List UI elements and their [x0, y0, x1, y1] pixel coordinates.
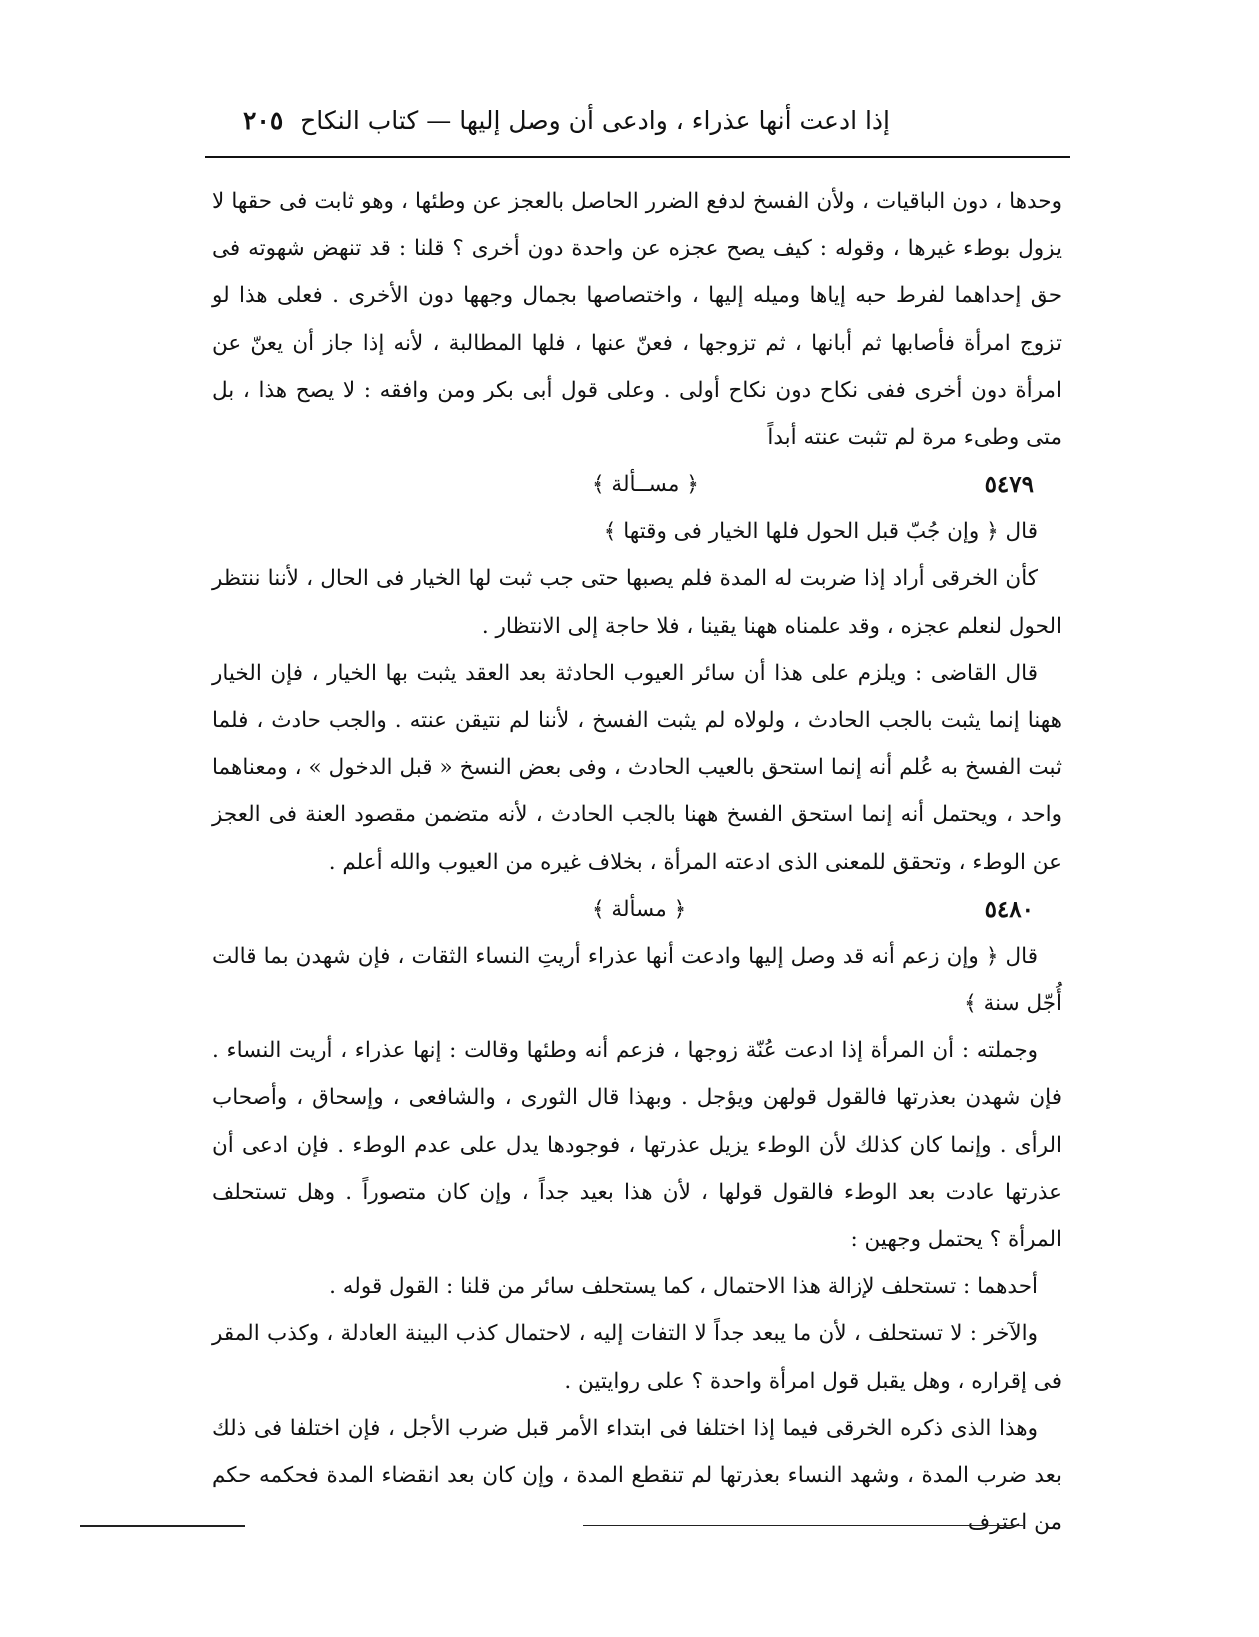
footnote-divider-left	[80, 1525, 245, 1527]
paragraph: أحدهما : تستحلف لإزالة هذا الاحتمال ، كما يستحلف سائر من قلنا : القول قوله .	[329, 1274, 1038, 1300]
footnote-divider-right	[583, 1525, 1023, 1526]
paragraph: والآخر : لا تستحلف ، لأن ما يبعد جداً لا التفات إليه ، لاحتمال كذب البينة العادلة ، وكذب المقر فى إقراره ، وهل يقبل قول امرأة واحدة ؟ على روايتين .	[212, 1321, 1062, 1394]
running-title: إذا ادعت أنها عذراء ، وادعى أن وصل إليها — كتاب النكاح	[300, 106, 890, 135]
issue-number: ٥٤٧٩	[984, 471, 1034, 499]
paragraph: قال ﴿ وإن جُبّ قبل الحول فلها الخيار فى وقتها ﴾	[603, 519, 1038, 545]
issue-heading	[212, 461, 1062, 508]
issue-heading	[212, 886, 1062, 933]
paragraph: قال القاضى : ويلزم على هذا أن سائر العيوب الحادثة بعد العقد يثبت بها الخيار ، فإن الخيار ههنا إنما يثبت بالجب الحادث ، ولولاه لم يثبت الفسخ ، لأننا لم نتيقن عنته . والجب حادث ، فلما ثبت الفسخ به عُلم أنه إنما استحق بالعيب الحادث ، وفى بعض النسخ « قبل الدخول » ، ومعناهما واحد ، ويحتمل أنه إنما استحق الفسخ ههنا بالجب الحادث ، لأنه متضمن مقصود العنة فى العجز عن الوطء ، وتحقق للمعنى الذى ادعته المرأة ، بخلاف غيره من العيوب والله أعلم .	[212, 660, 1062, 875]
paragraph: وجملته : أن المرأة إذا ادعت عُنّة زوجها ، فزعم أنه وطئها وقالت : إنها عذراء ، أريت النساء . فإن شهدن بعذرتها فالقول قولهن ويؤجل . وبهذا قال الثورى ، والشافعى ، وإسحاق ، وأصحاب الرأى . وإنما كان كذلك لأن الوطء يزيل عذرتها ، فوجودها يدل على عدم الوطء . فإن ادعى أن عذرتها عادت بعد الوطء فالقول قولها ، لأن هذا بعيد جداً ، وإن كان متصوراً . وهل تستحلف المرأة ؟ يحتمل وجهين :	[212, 1038, 1062, 1253]
page-header	[205, 100, 1070, 158]
paragraph: كأن الخرقى أراد إذا ضربت له المدة فلم يصبها حتى جب ثبت لها الخيار فى الحال ، لأننا ننتظر الحول لنعلم عجزه ، وقد علمناه ههنا يقينا ، فلا حاجة إلى الانتظار .	[212, 566, 1062, 639]
page-number: ٢٠٥	[243, 106, 284, 135]
issue-label: ﴿ مســألة ﴾	[592, 472, 699, 498]
paragraph: وحدها ، دون الباقيات ، ولأن الفسخ لدفع الضرر الحاصل بالعجز عن وطئها ، وهو ثابت فى حقها لا يزول بوطء غيرها ، وقوله : كيف يصح عجزه عن واحدة دون أخرى ؟ قلنا : قد تنهض شهوته فى حق إحداهما لفرط حبه إياها وميله إليها ، واختصاصها بجمال وجهها دون الأخرى . فعلى هذا لو تزوج امرأة فأصابها ثم أبانها ، ثم تزوجها ، فعنّ عنها ، فلها المطالبة ، لأنه إذا جاز أن يعنّ عن امرأة دون أخرى ففى نكاح دون نكاح أولى . وعلى قول أبى بكر ومن وافقه : لا يصح هذا ، بل متى وطىء مرة لم تثبت عنته أبداً	[212, 189, 1062, 451]
paragraph: قال ﴿ وإن زعم أنه قد وصل إليها وادعت أنها عذراء أريتِ النساء الثقات ، فإن شهدن بما قالت أُجّل سنة ﴾	[212, 943, 1062, 1017]
issue-label: ﴿ مسألة ﴾	[592, 896, 687, 922]
issue-number: ٥٤٨٠	[984, 895, 1034, 923]
paragraph: وهذا الذى ذكره الخرقى فيما إذا اختلفا فى ابتداء الأمر قبل ضرب الأجل ، فإن اختلفا فى ذلك بعد ضرب المدة ، وشهد النساء بعذرتها لم تنقطع المدة ، وإن كان بعد انقضاء المدة فحكمه حكم من اعترف	[212, 1415, 1062, 1536]
page-body	[212, 178, 1062, 1546]
